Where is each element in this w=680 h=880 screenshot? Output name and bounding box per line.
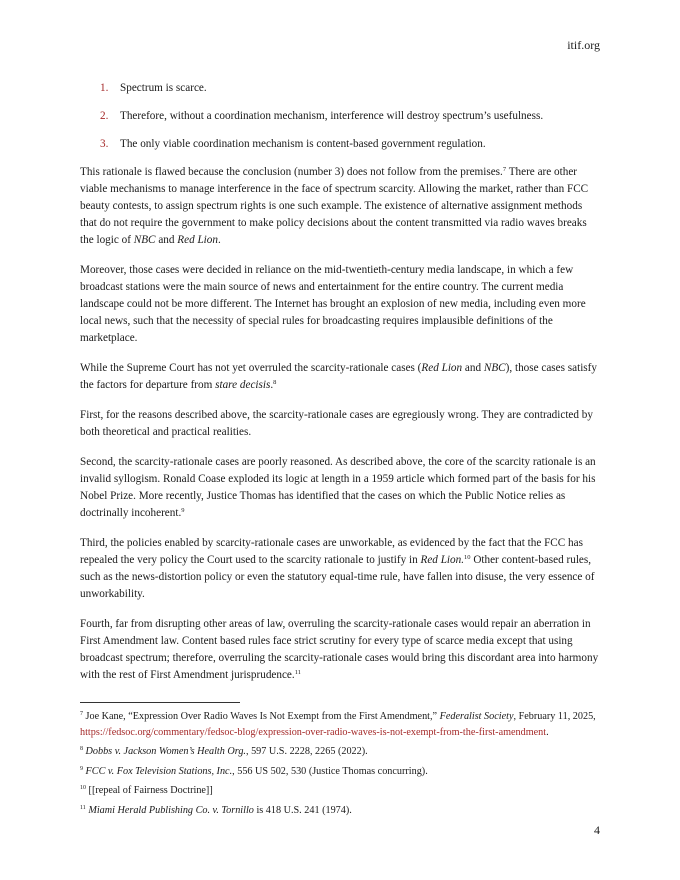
list-number: 1.	[100, 82, 109, 94]
footnote-ref-11[interactable]: 11	[294, 669, 301, 676]
footnote-divider	[80, 702, 240, 703]
footnote-7: $^7$ Joe Kane, “Expression Over Radio Waves Is Not Exempt from the First Amendment,” Federalist Society, February 11, 2025, https://fedsoc.org/commentary/fedsoc-blog/expression-over-radio-waves-is-not-exempt-from-the-first-amendment.	[80, 711, 596, 738]
page-number: 4	[594, 823, 600, 837]
header-site: itif.org	[567, 38, 600, 52]
footnote-10: $^{10}$ [[repeal of Fairness Doctrine]]	[80, 785, 213, 796]
paragraph-media-landscape: Moreover, those cases were decided in reliance on the mid-twentieth-century media landscape, in which a few broadcast stations were the main source of news and entertainment for the entire country. The current media landscape could not be more different. The Internet has brought an explosion of new media, including even more local news, such that the necessity of special rules for broadcasting requires implausible definitions of the marketplace.	[80, 264, 586, 344]
footnote-11: $^{11}$ Miami Herald Publishing Co. v. Tornillo is 418 U.S. 241 (1974).	[80, 804, 352, 816]
footnote-ref-7[interactable]: 7	[502, 166, 507, 173]
list-number: 3.	[100, 138, 109, 150]
paragraph-fourth: Fourth, far from disrupting other areas of law, overruling the scarcity-rationale cases would repair an aberration in First Amendment law. Content based rules face strict scrutiny for every type of scarce media except that using broadcast spectrum; therefore, overruling the scarcity-rationale cases would bring this discordant area into harmony with the rest of First Amendment jurisprudence.$^{11}$	[80, 618, 599, 681]
paragraph-second: Second, the scarcity-rationale cases are poorly reasoned. As described above, the core of the scarcity rationale is an invalid syllogism. Ronald Coase exploded its logic at length in a 1959 article which formed part of the basis for his Nobel Prize. More recently, Justice Thomas has identified that the cases on which the Public Notice relies as doctrinally incoherent.$^9$	[80, 456, 596, 519]
list-text: Spectrum is scarce.	[120, 82, 207, 94]
list-text: Therefore, without a coordination mechanism, interference will destroy spectrum’s usefulness.	[120, 110, 544, 122]
paragraph-third: Third, the policies enabled by scarcity-rationale cases are unworkable, as evidenced by the fact that the FCC has repealed the very policy the Court used to the scarcity rationale to justify in Red Lion.$^{10}$ Other content-based rules, such as the news-distortion policy or even the statutory equal-time rule, have fallen into disuse, the very essence of unworkability.	[80, 537, 595, 600]
footnote-9: $^9$ FCC v. Fox Television Stations, Inc., 556 US 502, 530 (Justice Thomas concurring).	[80, 765, 428, 777]
footnote-8: $^8$ Dobbs v. Jackson Women’s Health Org., 597 U.S. 2228, 2265 (2022).	[80, 746, 368, 757]
paragraph-rationale-flawed: This rationale is flawed because the conclusion (number 3) does not follow from the premises.$^7$ There are other viable mechanisms to manage interference in the face of spectrum scarcity. Allowing the market, rather than FCC beauty contests, to assign spectrum rights is one such example. The existence of alternative assignment methods that do not require the government to make policy decisions about the content transmitted via radio waves breaks the logic of NBC and Red Lion.	[80, 166, 589, 246]
paragraph-stare-decisis: While the Supreme Court has not yet overruled the scarcity-rationale cases (Red Lion and NBC), those cases satisfy the factors for departure from stare decisis.$^8$	[80, 362, 597, 391]
footnote-ref-10[interactable]: 10	[464, 554, 471, 561]
footnote-ref-9[interactable]: 9	[181, 507, 185, 514]
list-item	[80, 108, 601, 125]
footnote-ref-8[interactable]: 8	[273, 379, 277, 386]
document-body	[80, 80, 601, 822]
list-item	[80, 136, 601, 153]
footnote-link[interactable]: https://fedsoc.org/commentary/fedsoc-blog/expression-over-radio-waves-is-not-exempt-from-the-first-amendment	[80, 726, 547, 738]
list-text: The only viable coordination mechanism is content-based government regulation.	[120, 138, 486, 150]
list-item	[80, 80, 601, 97]
list-number: 2.	[100, 110, 109, 122]
paragraph-first: First, for the reasons described above, the scarcity-rationale cases are egregiously wrong. They are contradicted by both theoretical and practical realities.	[80, 409, 593, 438]
numbered-list	[80, 80, 601, 153]
footnotes	[80, 709, 601, 818]
